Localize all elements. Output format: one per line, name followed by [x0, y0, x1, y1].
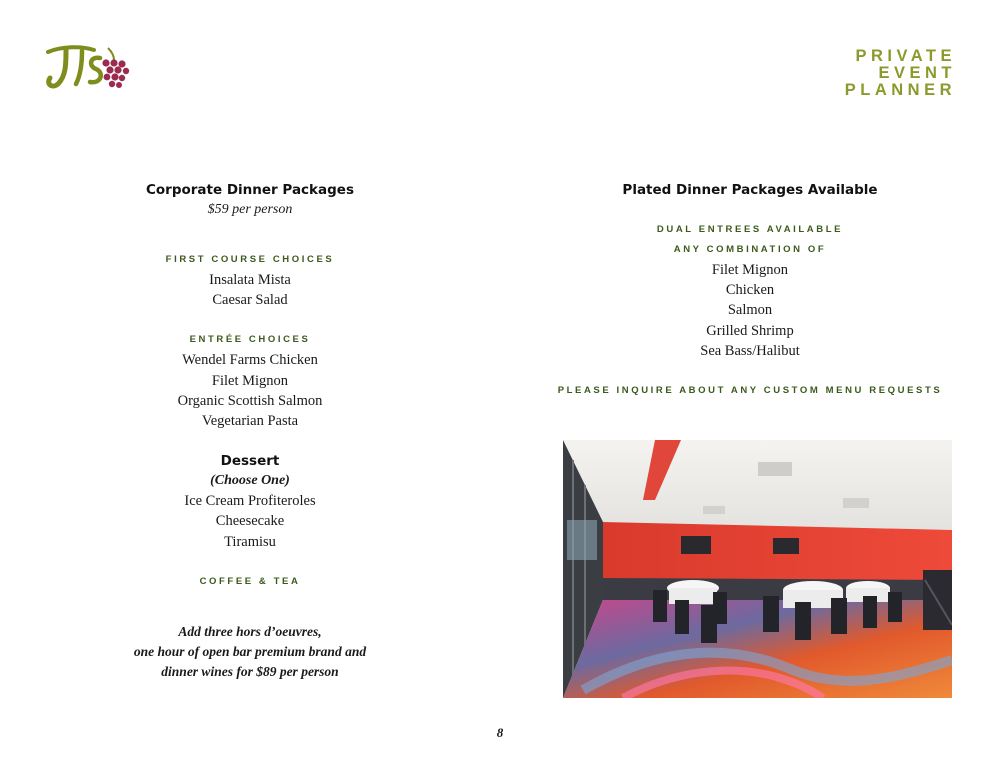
offer-line: one hour of open bar premium brand and — [133, 644, 367, 660]
page-number: 8 — [496, 725, 504, 740]
title-line: EVENT — [878, 64, 956, 82]
offer-line: dinner wines for $89 per person — [161, 664, 339, 680]
list-item: Chicken — [725, 282, 775, 299]
entree-heading: ENTRÉE CHOICES — [189, 334, 311, 346]
list-item: Insalata Mista — [209, 272, 291, 288]
title-line: PRIVATE — [855, 47, 956, 65]
dessert-heading: Dessert — [220, 453, 280, 470]
plated-title: Plated Dinner Packages Available — [622, 182, 878, 198]
list-item: Tiramisu — [224, 533, 276, 550]
dual-entrees-heading: DUAL ENTREES AVAILABLE — [656, 224, 844, 235]
list-item: Sea Bass/Halibut — [700, 342, 800, 359]
first-course-heading: FIRST COURSE CHOICES — [165, 254, 335, 265]
offer-line: Add three hors d’oeuvres, — [178, 623, 322, 639]
upgrade-offer — [60, 622, 440, 683]
page-title — [845, 48, 956, 99]
grapes-logo-icon — [42, 42, 132, 94]
corporate-price: $59 per person — [207, 202, 293, 217]
list-item: Caesar Salad — [212, 292, 288, 309]
jts-logo — [42, 42, 132, 94]
dessert-note: (Choose One) — [210, 473, 290, 489]
list-item: Filet Mignon — [211, 372, 289, 389]
combination-heading: ANY COMBINATION OF — [673, 244, 827, 255]
custom-request-note: PLEASE INQUIRE ABOUT ANY CUSTOM MENU REQUESTS — [557, 385, 943, 397]
event-room-photo — [563, 440, 952, 698]
list-item: Wendel Farms Chicken — [182, 352, 318, 369]
coffee-heading: COFFEE & TEA — [199, 575, 301, 587]
list-item: Grilled Shrimp — [706, 322, 794, 339]
corporate-title: Corporate Dinner Packages — [145, 182, 354, 198]
list-item: Ice Cream Profiteroles — [184, 493, 316, 510]
list-item: Organic Scottish Salmon — [177, 392, 323, 409]
list-item: Vegetarian Pasta — [201, 413, 299, 430]
corporate-dinner-section — [100, 180, 400, 683]
list-item: Cheesecake — [215, 513, 285, 530]
list-item: Salmon — [727, 302, 773, 319]
title-line: PLANNER — [844, 81, 956, 99]
list-item: Filet Mignon — [711, 262, 789, 278]
plated-dinner-section — [557, 180, 943, 401]
